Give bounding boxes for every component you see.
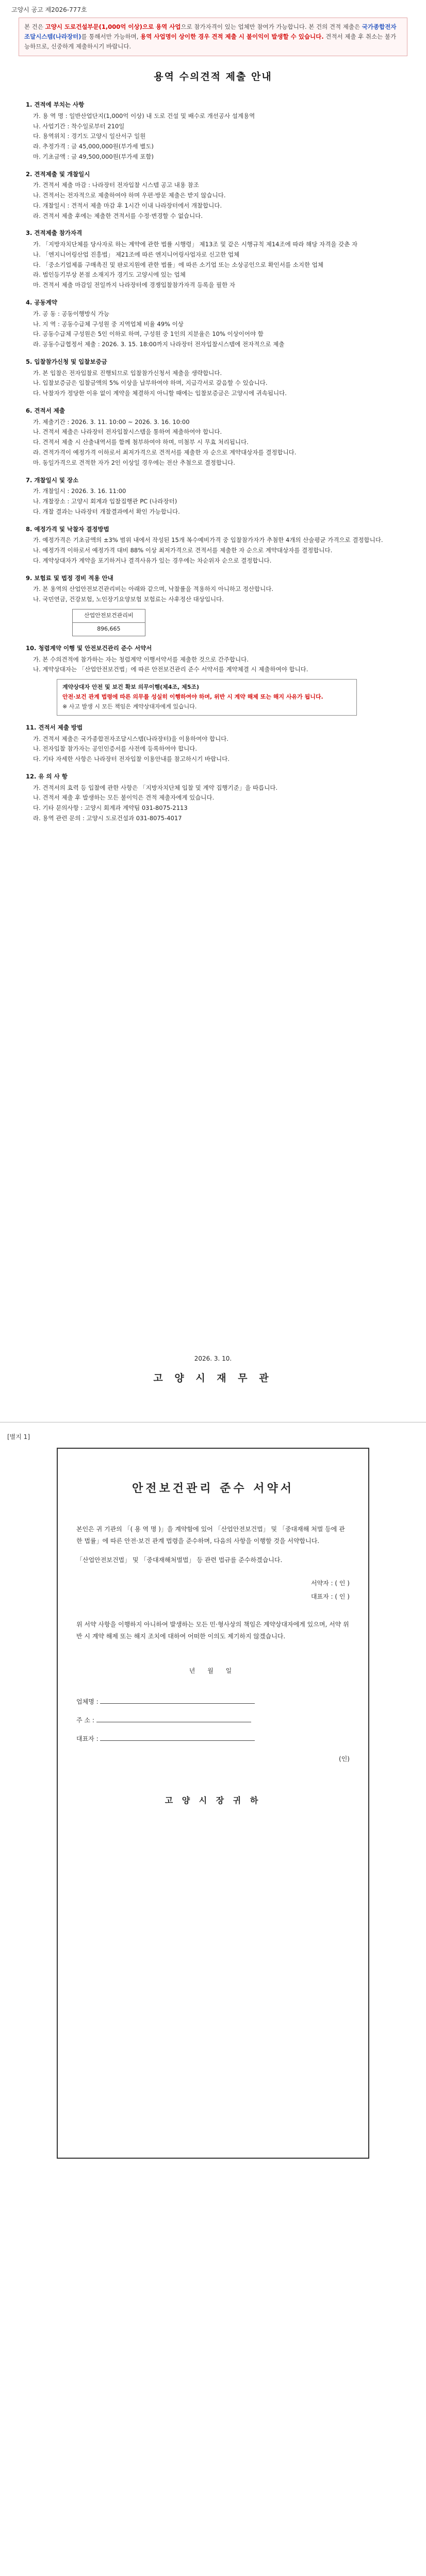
notice-section xyxy=(26,357,402,399)
section-heading: 12. 유 의 사 항 xyxy=(26,772,68,780)
oath-quote: 「산업안전보건법」 및 「중대재해처벌법」 등 관련 법규를 준수하겠습니다. xyxy=(76,1556,283,1564)
section-line: 라. 추정가격 : 금 45,000,000원(부가세 별도) xyxy=(33,143,154,150)
section-line: 가. 본 입찰은 전자입찰로 진행되므로 입찰참가신청서 제출을 생략합니다. xyxy=(33,369,222,377)
section-line: 나. 사업기간 : 착수일로부터 210일 xyxy=(33,122,125,130)
notice-section xyxy=(26,228,402,291)
field-address xyxy=(76,1711,368,1730)
section-line: 마. 동일가격으로 견적한 자가 2인 이상일 경우에는 전산 추첨으로 결정합니다. xyxy=(33,459,235,466)
oath-representative: 대표자 : ( 인 ) xyxy=(310,1592,350,1600)
section-line: 다. 견적서 제출 시 산출내역서를 함께 첨부하여야 하며, 미첨부 시 무효 처리됩니다. xyxy=(33,438,249,446)
field-company-label: 업체명 : xyxy=(76,1698,99,1705)
section-line: 가. 견적서 제출 마감 : 나라장터 전자입찰 시스템 공고 내용 참조 xyxy=(33,181,199,189)
notice-section xyxy=(26,524,402,566)
final-seal: (인) xyxy=(339,1755,350,1762)
section-line: 나. 입찰보증금은 입찰금액의 5% 이상을 납부하여야 하며, 지급각서로 갈음할 수 있습니다. xyxy=(33,379,268,387)
section-line: 가. 예정가격은 기초금액의 ±3% 범위 내에서 작성된 15개 복수예비가격 중 입찰참가자가 추첨한 4개의 산술평균 가격으로 결정합니다. xyxy=(33,536,383,544)
safety-box-box-red: 안전·보건 관계 법령에 따른 의무를 성실히 이행하여야 하며, 위반 시 계약 해제 또는 해지 사유가 됩니다. xyxy=(62,693,323,700)
section-line: 다. 개찰 결과는 나라장터 개찰결과에서 확인 가능합니다. xyxy=(33,507,180,515)
section-line: 다. 기타 문의사항 : 고양시 회계과 계약팀 031-8075-2113 xyxy=(33,804,188,812)
issuing-organization: 고 양 시 재 무 관 xyxy=(153,1372,273,1384)
field-address-label: 주 소 : xyxy=(76,1716,94,1724)
table-header-row xyxy=(73,609,145,622)
oath-title: 안전보건관리 준수 서약서 xyxy=(132,1482,294,1495)
table-header-cell: 산업안전보건관리비 xyxy=(73,609,145,622)
section-line: 다. 낙찰자가 정당한 이유 없이 계약을 체결하지 아니할 때에는 입찰보증금은 고양시에 귀속됩니다. xyxy=(33,389,287,397)
section-line: 라. 법인등기부상 본점 소재지가 경기도 고양시에 있는 업체 xyxy=(33,271,186,279)
table-cell: 896,665 xyxy=(73,622,145,636)
table-row xyxy=(73,622,145,636)
section-line: 다. 계약상대자가 계약을 포기하거나 결격사유가 있는 경우에는 차순위자 순으로 결정합니다. xyxy=(33,556,272,564)
section-line: 다. 용역위치 : 경기도 고양시 일산서구 일원 xyxy=(33,132,146,140)
notice-section xyxy=(26,298,402,350)
section-heading: 5. 입찰참가신청 및 입찰보증금 xyxy=(26,358,107,365)
notice-section xyxy=(26,573,402,636)
section-heading: 8. 예정가격 및 낙찰자 결정방법 xyxy=(26,525,109,533)
section-heading: 2. 견적제출 및 개찰일시 xyxy=(26,170,90,178)
section-line: 라. 공동수급협정서 제출 : 2026. 3. 15. 18:00까지 나라장터 전자입찰시스템에 전자적으로 제출 xyxy=(33,341,285,348)
callout-text: 를 통해서만 가능하며, xyxy=(81,32,141,40)
safety-cost-table xyxy=(72,609,145,636)
page-title: 용역 수의견적 제출 안내 xyxy=(154,71,272,82)
section-line: 나. 전자입찰 참가자는 공인인증서를 사전에 등록하여야 합니다. xyxy=(33,745,198,753)
callout-text: 본 건은 xyxy=(24,23,45,30)
notice-callout xyxy=(19,18,407,56)
oath-paragraph: 본인은 귀 기관의 「( 용 역 명 )」을 계약함에 있어 「산업안전보건법」 및 「중대재해 처벌 등에 관한 법률」에 따른 안전·보건 관계 법령을 준수하며, 다음의 사항을 이행할 것을 서약합니다. xyxy=(76,1526,345,1545)
section-line: 마. 기초금액 : 금 49,500,000원(부가세 포함) xyxy=(33,152,154,160)
section-heading: 7. 개찰일시 및 장소 xyxy=(26,476,79,484)
section-line: 다. 「중소기업제품 구매촉진 및 판로지원에 관한 법률」에 따른 소기업 또는 소상공인으로 확인서를 소지한 업체 xyxy=(33,261,323,268)
notice-section xyxy=(26,772,402,824)
callout-highlight: 용역 사업명이 상이한 경우 견적 제출 시 불이익이 발생할 수 있습니다. xyxy=(140,32,324,40)
notice-section xyxy=(26,100,402,162)
section-line: 라. 견적서 제출 후에는 제출한 견적서를 수정·변경할 수 없습니다. xyxy=(33,212,203,219)
section-heading: 9. 보험료 및 법정 경비 적용 안내 xyxy=(26,574,113,582)
section-line: 라. 용역 관련 문의 : 고양시 도로건설과 031-8075-4017 xyxy=(33,814,182,822)
section-line: 가. 용 역 명 : 일반산업단지(1,000억 이상) 내 도로 건설 및 배수로 개선공사 설계용역 xyxy=(33,112,255,120)
callout-text: 견적서 제출 후 취소는 불가능하므로, 신중하게 제출하시기 바랍니다. xyxy=(24,32,397,50)
callout-highlight: 국가종합전자조달시스템(나라장터) xyxy=(24,23,397,40)
field-rep-label: 대표자 : xyxy=(76,1735,99,1742)
section-heading: 11. 견적서 제출 방법 xyxy=(26,723,83,731)
section-line: 가. 본 용역의 산업안전보건관리비는 아래와 같으며, 낙찰률을 적용하지 아니하고 정산합니다. xyxy=(33,585,274,593)
section-line: 나. 계약상대자는 「산업안전보건법」에 따른 안전보건관리 준수 서약서를 계약체결 시 제출하여야 합니다. xyxy=(33,666,308,673)
notice-date: 2026. 3. 10. xyxy=(194,1355,232,1362)
notice-section xyxy=(26,476,402,517)
oath-date: 년 월 일 xyxy=(189,1667,237,1674)
section-line: 나. 국민연금, 건강보험, 노인장기요양보험 보험료는 사후정산 대상입니다. xyxy=(33,596,224,603)
section-line: 나. 견적서 제출 후 발생하는 모든 불이익은 견적 제출자에게 있습니다. xyxy=(33,794,215,802)
section-heading: 10. 청렴계약 이행 및 안전보건관리 준수 서약서 xyxy=(26,644,152,652)
section-line: 나. 견적서는 전자적으로 제출하여야 하며 우편·방문 제출은 받지 않습니다. xyxy=(33,192,226,199)
section-heading: 1. 견적에 부치는 사항 xyxy=(26,101,85,108)
field-company xyxy=(76,1692,368,1711)
oath-addressee: 고 양 시 장 귀 하 xyxy=(165,1795,261,1805)
section-line: 다. 기타 자세한 사항은 나라장터 전자입찰 이용안내를 참고하시기 바랍니다. xyxy=(33,755,230,763)
notice-footer xyxy=(0,1355,426,1384)
section-line: 라. 견적가격이 예정가격 이하로서 최저가격으로 견적서를 제출한 자 순으로 계약대상자를 결정합니다. xyxy=(33,448,297,456)
callout-text: 으로 참가자격이 있는 업체만 참여가 가능합니다. 본 건의 견적 제출은 xyxy=(181,23,362,30)
section-line: 가. 견적서 제출은 국가종합전자조달시스템(나라장터)을 이용하여야 합니다. xyxy=(33,735,228,742)
section-line: 가. 본 수의견적에 참가하는 자는 청렴계약 이행서약서를 제출한 것으로 간주합니다. xyxy=(33,655,249,663)
field-rep-blank xyxy=(100,1740,255,1741)
safety-box-box-title: 계약상대자 안전 및 보건 확보 의무이행(제4조, 제5조) xyxy=(62,684,200,691)
section-line: 마. 견적서 제출 마감일 전일까지 나라장터에 경쟁입찰참가자격 등록을 필한 자 xyxy=(33,281,236,289)
section-heading: 3. 견적제출 참가자격 xyxy=(26,229,83,237)
appendix-label: [별지 1] xyxy=(7,1433,30,1440)
oath-fields xyxy=(76,1692,368,1748)
safety-obligation-box xyxy=(57,679,357,716)
notice-section xyxy=(26,406,402,468)
oath-signer: 서약자 : ( 인 ) xyxy=(310,1579,350,1587)
notice-body xyxy=(26,93,402,824)
section-line: 가. 견적서의 효력 등 입찰에 관한 사항은 「지방자치단체 입찰 및 계약 집행기준」을 따릅니다. xyxy=(33,784,278,791)
safety-box-box-text: ※ 사고 발생 시 모든 책임은 계약상대자에게 있습니다. xyxy=(62,703,197,710)
section-line: 가. 개찰일시 : 2026. 3. 16. 11:00 xyxy=(33,487,126,495)
oath-document xyxy=(57,1448,369,2159)
section-line: 나. 개찰장소 : 고양시 회계과 입찰집행관 PC (나라장터) xyxy=(33,498,177,505)
section-heading: 6. 견적서 제출 xyxy=(26,406,65,414)
section-line: 나. 「엔지니어링산업 진흥법」 제21조에 따른 엔지니어링사업자로 신고한 업체 xyxy=(33,250,240,258)
oath-signature-block xyxy=(58,1577,350,1604)
notice-section xyxy=(26,723,402,765)
section-line: 가. 「지방자치단체를 당사자로 하는 계약에 관한 법률 시행령」 제13조 및 같은 시행규칙 제14조에 따라 해당 자격을 갖춘 자 xyxy=(33,241,358,248)
section-line: 다. 개찰일시 : 견적서 제출 마감 후 1시간 이내 나라장터에서 개찰합니다. xyxy=(33,201,222,209)
oath-paragraph: 위 서약 사항을 이행하지 아니하여 발생하는 모든 민·형사상의 책임은 계약상대자에게 있으며, 서약 위반 시 계약 해제 또는 해지 조치에 대하여 어떠한 이의도 제기하지 않겠습니다. xyxy=(76,1621,349,1640)
section-line: 나. 견적서 제출은 나라장터 전자입찰시스템을 통하여 제출하여야 합니다. xyxy=(33,428,222,436)
section-line: 가. 제출기간 : 2026. 3. 11. 10:00 ~ 2026. 3. 16. 10:00 xyxy=(33,418,190,426)
section-line: 나. 지 역 : 공동수급체 구성원 중 지역업체 비율 49% 이상 xyxy=(33,320,184,328)
field-representative xyxy=(76,1730,368,1748)
section-line: 다. 공동수급체 구성원은 5인 이하로 하며, 구성원 중 1인의 지분율은 10% 이상이어야 함 xyxy=(33,330,264,338)
section-heading: 4. 공동계약 xyxy=(26,299,57,307)
notice-number: 고양시 공고 제2026-777호 xyxy=(11,6,87,13)
notice-section xyxy=(26,170,402,222)
field-company-blank xyxy=(100,1703,255,1704)
section-line: 나. 예정가격 이하로서 예정가격 대비 88% 이상 최저가격으로 견적서를 제출한 자 순으로 계약대상자를 결정합니다. xyxy=(33,547,333,554)
section-line: 가. 공 동 : 공동이행방식 가능 xyxy=(33,310,110,317)
notice-section xyxy=(26,643,402,716)
callout-highlight: 고양시 도로건설부문(1,000억 이상)으로 용역 사업 xyxy=(45,23,181,30)
